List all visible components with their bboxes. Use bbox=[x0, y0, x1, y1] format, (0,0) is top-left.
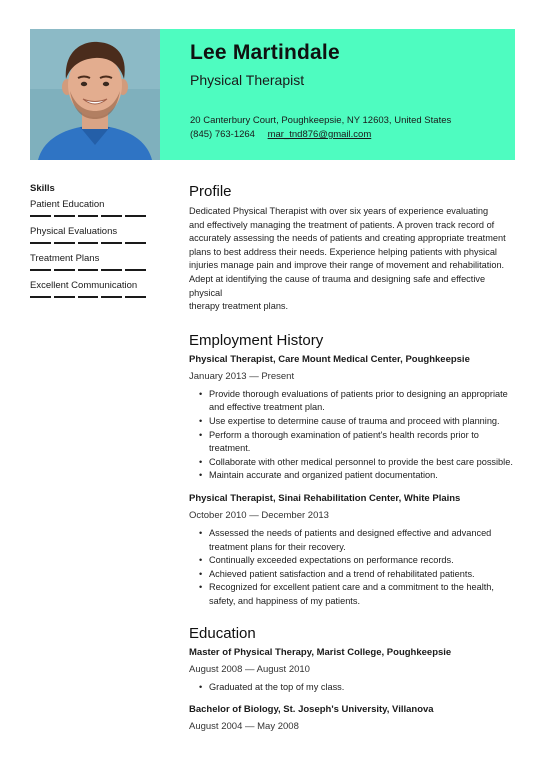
candidate-name: Lee Martindale bbox=[190, 41, 340, 64]
portrait-illustration bbox=[30, 29, 160, 160]
profile-summary bbox=[189, 205, 519, 314]
duty-item: • Continually exceeded expectations on performance records. bbox=[189, 554, 519, 568]
profile-heading: Profile bbox=[189, 183, 232, 200]
duty-item: • Maintain accurate and organized patient documentation. bbox=[189, 469, 519, 483]
education-heading: Education bbox=[189, 625, 256, 643]
job-dates: January 2013 — Present bbox=[189, 370, 295, 382]
profile-line: plans to best address their needs. Experience helping patients with physical bbox=[189, 246, 497, 257]
job-duties bbox=[189, 527, 519, 609]
skill-label: Physical Evaluations bbox=[30, 226, 118, 237]
duty-item: • Provide thorough evaluations of patients prior to designing an appropriate and effective treatment plan. bbox=[189, 388, 519, 415]
duty-item: • Collaborate with other medical personnel to provide the best care possible. bbox=[189, 456, 519, 470]
skill-item bbox=[30, 280, 146, 298]
profile-line: therapy treatment plans. bbox=[189, 301, 289, 312]
duty-item: • Use expertise to determine cause of trauma and proceed with planning. bbox=[189, 415, 519, 429]
email-link[interactable]: mar_tnd876@gmail.com bbox=[267, 129, 372, 140]
degree-title: Master of Physical Therapy, Marist College, Poughkeepsie bbox=[189, 647, 452, 659]
profile-line: and effectively managing the treatment of patients. A proven track record of bbox=[189, 219, 495, 230]
skills-heading: Skills bbox=[30, 183, 55, 194]
profile-line: accurately assessing the needs of patients and creating appropriate treatment bbox=[189, 233, 506, 244]
profile-line: Adept at identifying the cause of trauma and designing safe and effective physical bbox=[189, 273, 486, 298]
skill-level-bar bbox=[30, 296, 146, 298]
header-banner bbox=[30, 29, 515, 160]
degree-title: Bachelor of Biology, St. Joseph's University, Villanova bbox=[189, 704, 434, 716]
skills-sidebar bbox=[30, 183, 146, 307]
duty-item: • Achieved patient satisfaction and a trend of rehabilitated patients. bbox=[189, 568, 519, 582]
skill-level-bar bbox=[30, 269, 146, 271]
phone-number: (845) 763-1264 bbox=[190, 129, 255, 140]
education-dates: August 2004 — May 2008 bbox=[189, 721, 299, 733]
duty-item: • Perform a thorough examination of patient's health records prior to treatment. bbox=[189, 429, 519, 456]
profile-line: Dedicated Physical Therapist with over six years of experience evaluating bbox=[189, 206, 489, 216]
main-column bbox=[189, 183, 519, 732]
skill-label: Patient Education bbox=[30, 199, 105, 210]
job-entry bbox=[189, 354, 519, 483]
employment-heading: Employment History bbox=[189, 331, 324, 349]
note-item: • Graduated at the top of my class. bbox=[189, 681, 519, 695]
job-entry bbox=[189, 493, 519, 609]
duty-item: • Recognized for excellent patient care and a commitment to the health, safety, and happiness of my patients. bbox=[189, 581, 519, 608]
education-dates: August 2008 — August 2010 bbox=[189, 664, 310, 676]
job-dates: October 2010 — December 2013 bbox=[189, 509, 329, 521]
skill-level-bar bbox=[30, 242, 146, 244]
profile-line: injuries manage pain and improve their range of movement and rehabilitation. bbox=[189, 260, 505, 271]
education-entry bbox=[189, 704, 519, 732]
education-notes bbox=[189, 681, 519, 695]
skill-item bbox=[30, 253, 146, 271]
job-duties bbox=[189, 388, 519, 483]
skill-level-bar bbox=[30, 215, 146, 217]
job-title: Physical Therapist, Care Mount Medical Center, Poughkeepsie bbox=[189, 353, 470, 365]
skill-item bbox=[30, 226, 146, 244]
duty-item: • Assessed the needs of patients and designed effective and advanced treatment plans for their recovery. bbox=[189, 527, 519, 554]
skill-label: Treatment Plans bbox=[30, 253, 100, 264]
skill-label: Excellent Communication bbox=[30, 280, 138, 291]
address-text: 20 Canterbury Court, Poughkeepsie, NY 12603, United States bbox=[190, 115, 452, 126]
skill-item bbox=[30, 199, 146, 217]
contact-line bbox=[190, 129, 371, 140]
job-title-heading: Physical Therapist bbox=[190, 72, 305, 88]
education-entry bbox=[189, 647, 519, 695]
job-title: Physical Therapist, Sinai Rehabilitation Center, White Plains bbox=[189, 492, 461, 504]
profile-photo bbox=[30, 29, 160, 160]
